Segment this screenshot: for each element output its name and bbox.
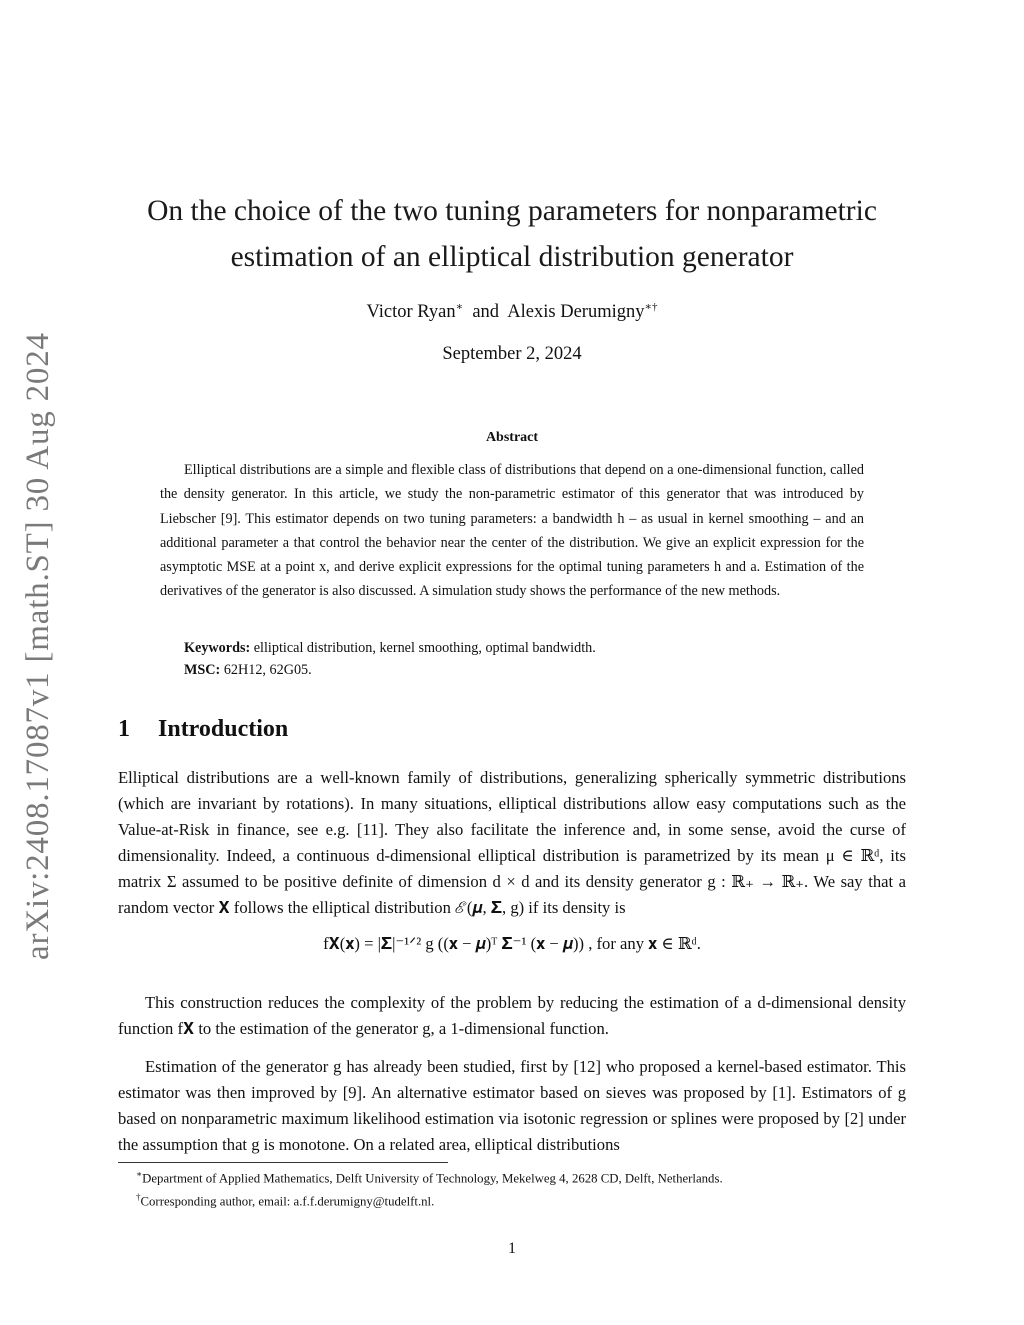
publication-date: September 2, 2024 (442, 344, 582, 364)
author-name: Victor Ryan (366, 302, 456, 323)
intro-paragraph-2: This construction reduces the complexity of the problem by reducing the estimation of a d-dimensional density function f𝐗 to the estimation of the generator g, a 1-dimensional function. (118, 993, 906, 1038)
abstract-text: Elliptical distributions are a simple and flexible class of distributions that depend on a one-dimensional function, called the density generator. In this article, we study the non-parametric estimator of this generator that was introduced by Liebscher [9]. This estimator depends on two tuning parameters: a bandwidth h – as usual in kernel smoothing – and an additional parameter a that control the behavior near the center of the distribution. We give an explicit expression for the asymptotic MSE at a point x, and derive explicit expressions for the optimal tuning parameters h and a. Estimation of the derivatives of the generator is also discussed. A simulation study shows the performance of the new methods. (160, 462, 864, 600)
msc-label: MSC: (184, 662, 221, 678)
footnote-mark: † (136, 1191, 141, 1202)
footnotes (136, 1165, 906, 1211)
section-heading (118, 716, 288, 743)
author-name: Alexis Derumigny (507, 302, 645, 323)
msc-line (184, 659, 864, 681)
section-title: Introduction (158, 716, 289, 742)
author-list (120, 300, 904, 323)
author-affiliation-mark: ∗† (644, 301, 658, 313)
author-affiliation-mark: ∗ (455, 301, 464, 313)
footnote-text: Corresponding author, email: a.f.f.derumigny@tudelft.nl. (140, 1194, 435, 1209)
intro-paragraph-1: Elliptical distributions are a well-known family of distributions, generalizing spherically symmetric distributions (which are invariant by rotations). In many situations, elliptical distributions allow easy computations such as the Value-at-Risk in finance, see e.g. [11]. They also facilitate the inference and, in some sense, avoid the curse of dimensionality. Indeed, a continuous d-dimensional elliptical distribution is parametrized by its mean μ ∈ ℝᵈ, its matrix Σ assumed to be positive definite of dimension d × d and its density generator g : ℝ₊ → ℝ₊. We say that a random vector 𝐗 follows the elliptical distribution ℰ(𝝁, 𝚺, g) if its density is (118, 768, 906, 917)
footnote-text: Department of Applied Mathematics, Delft University of Technology, Mekelweg 4, 2628 CD, Delft, Netherlands. (142, 1171, 723, 1186)
footnote-mark: ∗ (136, 1169, 143, 1179)
intro-paragraph-3: Estimation of the generator g has already been studied, first by [12] who proposed a kernel-based estimator. This estimator was then improved by [9]. An alternative estimator based on sieves was proposed by [1]. Estimators of g based on nonparametric maximum likelihood estimation via isotonic regression or splines were proposed by [2] under the assumption that g is monotone. On a related area, elliptical distributions (118, 1057, 906, 1154)
keywords-line (184, 637, 864, 659)
arxiv-identifier: arXiv:2408.17087v1 [math.ST] 30 Aug 2024 (20, 332, 56, 960)
keywords-block (184, 637, 864, 681)
footnote-affiliation (136, 1165, 906, 1188)
msc-text: 62H12, 62G05. (223, 662, 312, 678)
paper-title (120, 188, 904, 280)
title-line-2: estimation of an elliptical distribution generator (230, 241, 794, 273)
page-number: 1 (508, 1240, 516, 1257)
footnote-corresponding (136, 1188, 906, 1211)
author-connector: and (472, 302, 500, 323)
density-equation: f𝐗(𝐱) = |𝚺|⁻¹ᐟ² g ((𝐱 − 𝝁)ᵀ 𝚺⁻¹ (𝐱 − 𝝁)) , for any 𝐱 ∈ ℝᵈ. (323, 934, 701, 953)
keywords-text: elliptical distribution, kernel smoothing, optimal bandwidth. (253, 640, 596, 656)
abstract-heading: Abstract (485, 430, 539, 445)
section-number: 1 (118, 716, 130, 742)
title-line-1: On the choice of the two tuning parameters for nonparametric (147, 195, 877, 227)
keywords-label: Keywords: (184, 640, 251, 656)
footnote-rule (118, 1162, 448, 1163)
